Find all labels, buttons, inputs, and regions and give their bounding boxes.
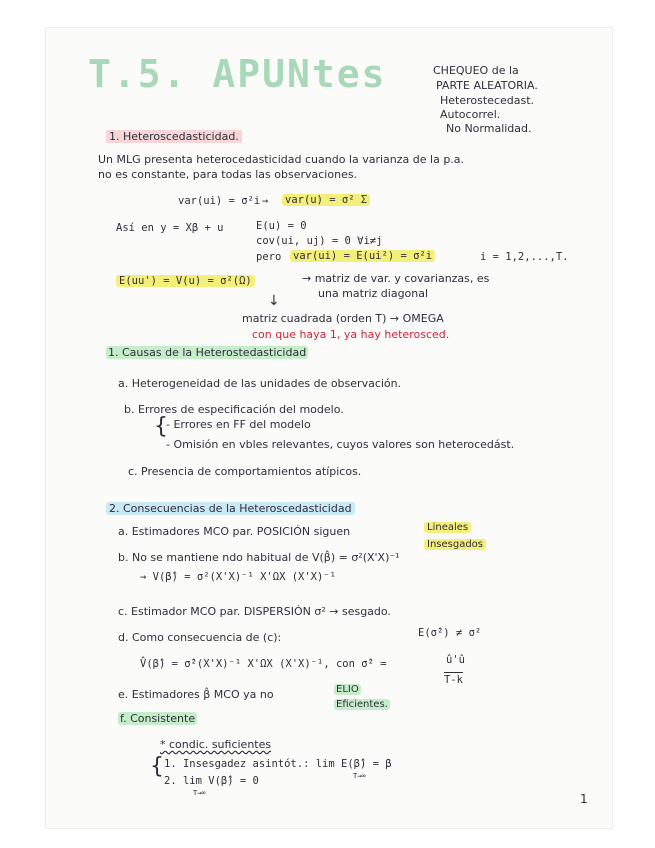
equation-var-u: var(u) = σ² Σ	[282, 194, 370, 206]
brace-icon: {	[154, 414, 168, 439]
fraction-denominator: T-k	[444, 674, 463, 686]
causes-title: 1. Causas de la Heterostedasticidad	[108, 346, 307, 359]
heterosced-note: con que haya 1, ya hay heterosced.	[252, 328, 450, 341]
cause-b-1: - Errores en FF del modelo	[166, 418, 311, 431]
condition-covariance: cov(ui, uj) = 0 ∀i≠j	[256, 235, 383, 247]
side-note-heading-2: PARTE ALEATORIA.	[436, 79, 538, 92]
condition-expectation: E(u) = 0	[256, 220, 307, 232]
side-note-item: Heterostecedast.	[440, 94, 535, 107]
section-1-title: 1. Heteroscedasticidad.	[106, 130, 242, 143]
page-number: 1	[580, 792, 588, 806]
side-note-item: Autocorrel.	[440, 108, 501, 121]
side-note-heading-1: CHEQUEO de la	[433, 64, 519, 77]
consequence-a-option-2: Insesgados	[424, 539, 486, 550]
condition-variance: var(ui) = E(ui²) = σ²i	[290, 250, 435, 262]
consequence-c: c. Estimador MCO par. DISPERSIÓN σ² → sesgado.	[118, 605, 391, 618]
condition-variance-prefix: pero	[256, 251, 282, 263]
limit-subscript: T→∞	[193, 789, 206, 797]
sufficient-condition-1: 1. Insesgadez asintót.: lim E(β̂) = β	[164, 758, 392, 770]
consequence-f: f. Consistente	[120, 712, 196, 725]
consequence-e-option-2: Eficientes.	[336, 699, 388, 710]
consequence-b-equation: → V(β̂) = σ²(X'X)⁻¹ X'ΩX (X'X)⁻¹	[140, 571, 336, 583]
consequence-d: d. Como consecuencia de (c):	[118, 631, 282, 644]
consequence-a-option-1: Lineales	[424, 522, 471, 533]
limit-subscript: T→∞	[353, 772, 366, 780]
equation-arrow: →	[262, 195, 269, 207]
sufficient-conditions-title: * condic. suficientes	[160, 738, 272, 751]
equation-var-ui: var(ui) = σ²i	[178, 195, 261, 207]
consequence-b: b. No se mantiene ndo habitual de V(β̂) = σ²(X'X)⁻¹	[118, 551, 400, 564]
fraction-numerator: û'û	[446, 654, 465, 666]
notes-page	[46, 28, 612, 828]
sufficient-condition-2: 2. lim V(β̂) = 0	[164, 775, 259, 787]
cause-b-2: - Omisión en vbles relevantes, cuyos valores son heterocedást.	[166, 438, 515, 451]
down-arrow-icon: ↓	[268, 293, 280, 309]
consequence-e-option-1: ELIO	[336, 684, 359, 695]
model-equation: Así en y = Xβ + u	[116, 222, 224, 234]
consequence-c-equation: E(σ̂²) ≠ σ²	[418, 627, 482, 639]
brace-icon: {	[150, 754, 164, 779]
cause-a: a. Heterogeneidad de las unidades de observación.	[118, 377, 402, 390]
consequences-title: 2. Consecuencias de la Heteroscedasticidad	[106, 502, 355, 515]
covariance-matrix-equation: E(uu') = V(u) = σ²(Ω)	[116, 275, 255, 287]
cause-b: b. Errores de especificación del modelo.	[124, 403, 344, 416]
side-note-item: No Normalidad.	[446, 122, 532, 135]
condition-range: i = 1,2,...,T.	[480, 251, 569, 263]
intro-line-2: no es constante, para todas las observaciones.	[98, 168, 358, 181]
page-title: T.5. APUNtes	[88, 52, 387, 96]
intro-line-1: Un MLG presenta heterocedasticidad cuando la varianza de la p.a.	[98, 153, 465, 166]
consequence-d-equation: V̂(β̂) = σ̂²(X'X)⁻¹ X'ΩX (X'X)⁻¹, con σ̂² =	[140, 658, 387, 670]
consequence-e: e. Estimadores β̂ MCO ya no	[118, 688, 274, 701]
matrix-description-1: → matriz de var. y covarianzas, es	[302, 272, 490, 285]
consequence-a: a. Estimadores MCO par. POSICIÓN siguen	[118, 525, 351, 538]
matrix-description-2: una matriz diagonal	[318, 287, 429, 300]
omega-definition: matriz cuadrada (orden T) → OMEGA	[242, 312, 444, 325]
cause-c: c. Presencia de comportamientos atípicos.	[128, 465, 362, 478]
